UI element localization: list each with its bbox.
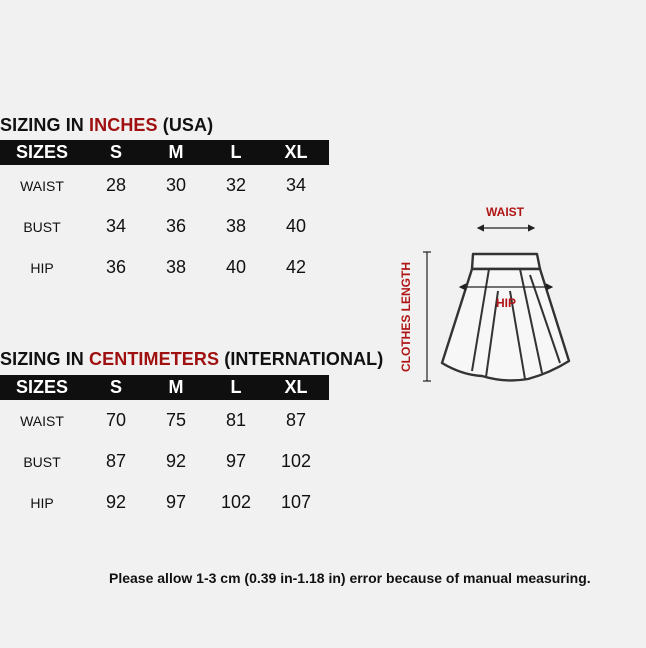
inches-heading-suffix: (USA): [157, 115, 214, 135]
table-row: [0, 206, 329, 247]
column-header-l: L: [230, 377, 242, 397]
inches-heading: [0, 115, 213, 136]
inches-size-table: [0, 140, 329, 288]
inches-heading-accent: INCHES: [89, 115, 158, 135]
row-label-waist: WAIST: [20, 177, 64, 194]
table-cell: 38: [165, 257, 187, 277]
centimeters-heading-prefix: SIZING IN: [0, 349, 90, 369]
row-label-hip: HIP: [30, 494, 54, 511]
table-cell: 40: [225, 257, 247, 277]
row-label-hip: HIP: [30, 259, 54, 276]
table-cell: 42: [285, 257, 307, 277]
column-header-sizes: SIZES: [15, 377, 68, 397]
table-cell: 28: [105, 175, 127, 195]
skirt-body-shape: [442, 269, 569, 380]
table-cell: 75: [165, 410, 187, 430]
table-cell: 30: [165, 175, 187, 195]
centimeters-size-table: [0, 375, 329, 523]
table-cell: 97: [225, 451, 247, 471]
inches-heading-prefix: SIZING IN: [0, 115, 90, 135]
table-row: [0, 247, 329, 288]
waistband-shape: [472, 254, 540, 269]
table-cell: 32: [225, 175, 247, 195]
waist-label: WAIST: [486, 205, 524, 219]
column-header-m: M: [168, 377, 184, 397]
clothes-length-label: CLOTHES LENGTH: [399, 262, 413, 372]
centimeters-heading-accent: CENTIMETERS: [89, 349, 220, 369]
table-cell: 102: [280, 451, 312, 471]
table-cell: 38: [225, 216, 247, 236]
centimeters-heading-suffix: (INTERNATIONAL): [219, 349, 384, 369]
column-header-xl: XL: [284, 377, 308, 397]
column-header-sizes: SIZES: [15, 142, 68, 162]
column-header-s: S: [109, 142, 122, 162]
table-cell: 81: [225, 410, 247, 430]
centimeters-heading: [0, 349, 383, 370]
table-cell: 97: [165, 492, 187, 512]
table-row: [0, 400, 329, 441]
measurement-note: Please allow 1-3 cm (0.39 in-1.18 in) error because of manual measuring.: [109, 570, 591, 586]
table-cell: 34: [285, 175, 307, 195]
column-header-m: M: [168, 142, 184, 162]
table-cell: 102: [220, 492, 252, 512]
table-cell: 70: [105, 410, 127, 430]
table-row: [0, 482, 329, 523]
hip-label: HIP: [495, 296, 517, 310]
table-cell: 36: [105, 257, 127, 277]
table-cell: 87: [105, 451, 127, 471]
table-cell: 107: [280, 492, 312, 512]
column-header-l: L: [230, 142, 242, 162]
table-cell: 87: [285, 410, 307, 430]
row-label-waist: WAIST: [20, 412, 64, 429]
column-header-xl: XL: [284, 142, 308, 162]
inches-table-header: [0, 140, 329, 165]
skirt-illustration: [390, 195, 580, 395]
table-cell: 36: [165, 216, 187, 236]
table-row: [0, 165, 329, 206]
row-label-bust: BUST: [23, 218, 61, 235]
table-row: [0, 441, 329, 482]
column-header-s: S: [109, 377, 122, 397]
skirt-measurement-diagram: [390, 195, 580, 395]
row-label-bust: BUST: [23, 453, 61, 470]
table-cell: 40: [285, 216, 307, 236]
table-cell: 92: [105, 492, 127, 512]
centimeters-table-header: [0, 375, 329, 400]
table-cell: 34: [105, 216, 127, 236]
table-cell: 92: [165, 451, 187, 471]
